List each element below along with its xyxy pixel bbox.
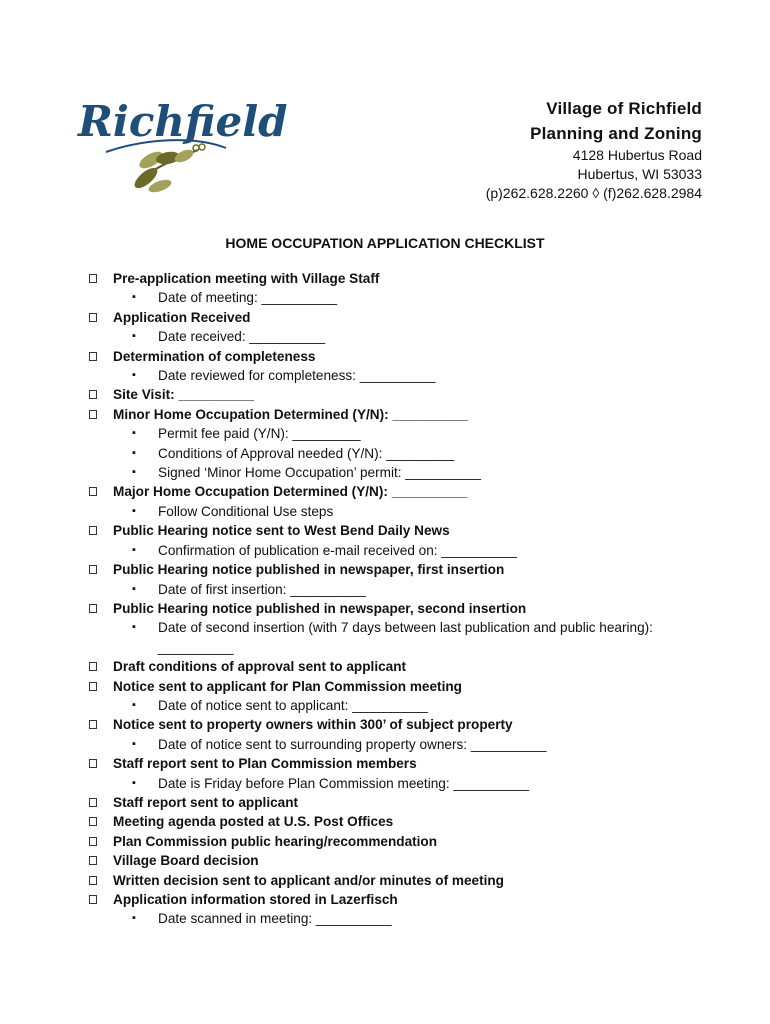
- checkbox[interactable]: [89, 817, 97, 826]
- phone-fax: (p)262.628.2260 ◊ (f)262.628.2984: [485, 185, 702, 201]
- checklist-subitem-text: Confirmation of publication e-mail received on: __________: [158, 542, 517, 558]
- checklist-item: [88, 871, 728, 890]
- richfield-logo: [76, 90, 288, 200]
- checklist-item-label: Notice sent to property owners within 300’ of subject property: [113, 717, 513, 733]
- leaf-branch-icon: [131, 144, 205, 195]
- checklist-subitem: [88, 735, 728, 754]
- org-name: Village of Richfield: [546, 99, 702, 118]
- checkbox[interactable]: [89, 759, 97, 768]
- checklist-subitem: [88, 444, 728, 463]
- checkbox[interactable]: [89, 565, 97, 574]
- checklist-item-label: Major Home Occupation Determined (Y/N): __________: [113, 484, 468, 500]
- checkbox[interactable]: [89, 487, 97, 496]
- checklist-item: [88, 754, 728, 773]
- checklist-item-label: Application Received: [113, 309, 251, 325]
- checklist-item: [88, 560, 728, 579]
- square-bullet-icon: ▪: [132, 737, 136, 750]
- checklist-item: [88, 715, 728, 734]
- checklist-subitem: [88, 580, 728, 599]
- checklist-item-label: Public Hearing notice sent to West Bend Daily News: [113, 523, 450, 539]
- checklist-item-label: Draft conditions of approval sent to applicant: [113, 659, 407, 675]
- document-title: HOME OCCUPATION APPLICATION CHECKLIST: [225, 235, 545, 251]
- checklist-item-label: Notice sent to applicant for Plan Commission meeting: [113, 678, 462, 694]
- checklist: [88, 269, 728, 929]
- checklist-item-label: Public Hearing notice published in newspaper, first insertion: [113, 562, 505, 578]
- checklist-item-label: Determination of completeness: [113, 348, 316, 364]
- checklist-subitem-text: Date of second insertion (with 7 days between last publication and public hearing):: [158, 620, 653, 636]
- checkbox[interactable]: [89, 526, 97, 535]
- checklist-item-label: Written decision sent to applicant and/or minutes of meeting: [113, 872, 504, 888]
- checklist-subitem: [88, 502, 728, 521]
- checkbox[interactable]: [89, 798, 97, 807]
- checklist-subitem: [88, 424, 728, 443]
- checklist-item-label: Village Board decision: [113, 853, 259, 869]
- dept-name: Planning and Zoning: [530, 124, 702, 143]
- checkbox[interactable]: [89, 410, 97, 419]
- address-line-1: 4128 Hubertus Road: [572, 147, 702, 163]
- checklist-subitem: [88, 696, 728, 715]
- checklist-subitem-text: Date is Friday before Plan Commission meeting: __________: [158, 775, 530, 791]
- checklist-item-label: Staff report sent to applicant: [113, 794, 299, 810]
- square-bullet-icon: ▪: [132, 698, 136, 711]
- square-bullet-icon: ▪: [132, 582, 136, 595]
- checklist-item-label: Public Hearing notice published in newspaper, second insertion: [113, 600, 527, 616]
- square-bullet-icon: ▪: [132, 466, 136, 479]
- checkbox[interactable]: [89, 662, 97, 671]
- square-bullet-icon: ▪: [132, 543, 136, 556]
- checkbox[interactable]: [89, 390, 97, 399]
- checklist-subitem: [88, 288, 728, 307]
- checklist-item-label: Staff report sent to Plan Commission members: [113, 756, 417, 772]
- checklist-item: [88, 347, 728, 366]
- address-line-2: Hubertus, WI 53033: [577, 166, 702, 182]
- checklist-subitem: [88, 541, 728, 560]
- checklist-subitem: [88, 774, 728, 793]
- checklist-subitem-text: Date of first insertion: __________: [158, 581, 366, 597]
- checklist-subitem-text: Permit fee paid (Y/N): _________: [158, 426, 361, 442]
- checklist-item: [88, 812, 728, 831]
- letterhead: [486, 96, 702, 203]
- checklist-item: [88, 657, 728, 676]
- checklist-subitem-text: Conditions of Approval needed (Y/N): _________: [158, 445, 455, 461]
- checklist-item: [88, 405, 728, 424]
- checkbox[interactable]: [89, 895, 97, 904]
- checkbox[interactable]: [89, 837, 97, 846]
- checklist-item: [88, 269, 728, 288]
- checklist-item-label: Application information stored in Lazerfisch: [113, 892, 398, 907]
- checklist-item: [88, 599, 728, 618]
- checklist-subitem-text: Signed ‘Minor Home Occupation’ permit: __________: [158, 465, 481, 481]
- checklist-item: [88, 793, 728, 812]
- checkbox[interactable]: [89, 682, 97, 691]
- square-bullet-icon: ▪: [132, 291, 136, 304]
- checklist-subitem: [88, 909, 728, 928]
- checklist-subitem-text: Date scanned in meeting: __________: [158, 911, 392, 927]
- checkbox[interactable]: [89, 604, 97, 613]
- square-bullet-icon: ▪: [132, 369, 136, 382]
- checkbox[interactable]: [89, 274, 97, 283]
- checklist-item: [88, 521, 728, 540]
- checklist-item: [88, 677, 728, 696]
- checklist-item: [88, 308, 728, 327]
- checklist-item: [88, 890, 728, 909]
- square-bullet-icon: ▪: [132, 776, 136, 789]
- checklist-item: [88, 385, 728, 404]
- checkbox[interactable]: [89, 720, 97, 729]
- checklist-item-label: Pre-application meeting with Village Staff: [113, 271, 380, 286]
- square-bullet-icon: ▪: [132, 330, 136, 343]
- checklist-item-label: Plan Commission public hearing/recommendation: [113, 833, 438, 849]
- square-bullet-icon: ▪: [132, 621, 136, 634]
- checklist-item-label: Site Visit: __________: [113, 387, 255, 403]
- checklist-item: [88, 482, 728, 501]
- checklist-item-label: Minor Home Occupation Determined (Y/N): __________: [113, 406, 469, 422]
- checklist-subitem: [88, 463, 728, 482]
- checklist-subitem-text: Date of notice sent to surrounding property owners: __________: [158, 736, 547, 752]
- checkbox[interactable]: [89, 313, 97, 322]
- checklist-subitem: [88, 366, 728, 385]
- checklist-subitem-text: Date of notice sent to applicant: __________: [158, 697, 428, 713]
- checkbox[interactable]: [89, 876, 97, 885]
- checklist-subitem-text: Date received: __________: [158, 329, 326, 345]
- checklist-subitem-text: Date reviewed for completeness: __________: [158, 368, 436, 384]
- square-bullet-icon: ▪: [132, 427, 136, 440]
- checklist-subitem: [88, 618, 728, 637]
- checklist-subitem-text: Follow Conditional Use steps: [158, 503, 334, 519]
- checklist-subitem: [88, 327, 728, 346]
- checklist-subitem-continuation: __________: [158, 639, 234, 655]
- checklist-item: [88, 851, 728, 870]
- checklist-item-label: Meeting agenda posted at U.S. Post Offices: [113, 814, 394, 830]
- logo-wordmark: Richfield: [78, 97, 288, 146]
- checklist-item: [88, 832, 728, 851]
- square-bullet-icon: ▪: [132, 912, 136, 925]
- square-bullet-icon: ▪: [132, 446, 136, 459]
- checklist-subitem-text: Date of meeting: __________: [158, 290, 338, 306]
- checkbox[interactable]: [89, 352, 97, 361]
- square-bullet-icon: ▪: [132, 504, 136, 517]
- checkbox[interactable]: [89, 856, 97, 865]
